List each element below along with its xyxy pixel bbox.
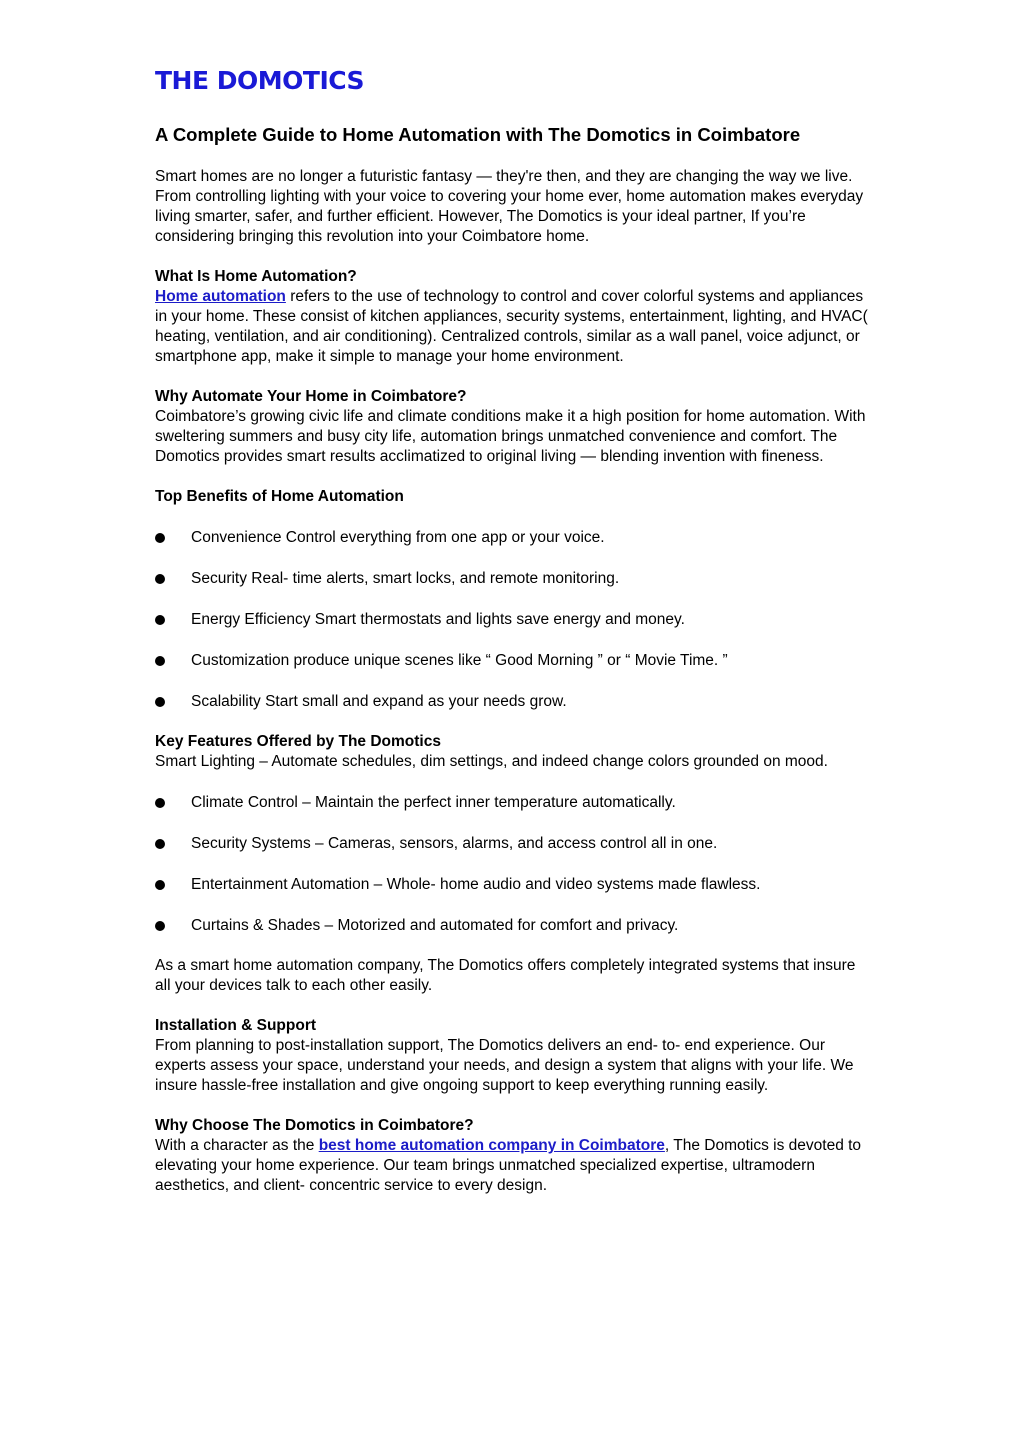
best-company-link[interactable]: best home automation company in Coimbatore (318, 1137, 665, 1154)
bullet-icon (155, 574, 165, 584)
bullet-icon (155, 615, 165, 625)
list-item (155, 834, 875, 854)
list-item (155, 692, 875, 712)
list-item (155, 528, 875, 548)
section-heading-why-automate: Why Automate Your Home in Coimbatore? (155, 388, 467, 405)
benefit-text: Energy Efficiency Smart thermostats and lights save energy and money. (191, 611, 685, 628)
features-list (155, 793, 875, 936)
bullet-icon (155, 656, 165, 666)
bullet-icon (155, 839, 165, 849)
what-is-body: refers to the use of technology to control and cover colorful systems and appliances in your home. These consist of kitchen appliances, security systems, entertainment, lighting, and HVAC( heating, ventilation, and air conditioning). Centralized controls, similar as a wall panel, voice adjunct, or smartphone app, make it simple to manage your home environment. (155, 288, 868, 365)
features-lead: Smart Lighting – Automate schedules, dim settings, and indeed change colors grounded on mood. (155, 753, 828, 770)
bullet-icon (155, 798, 165, 808)
section-features (155, 732, 875, 996)
why-choose-paragraph (155, 1136, 875, 1196)
list-item (155, 651, 875, 671)
bullet-icon (155, 921, 165, 931)
feature-text: Entertainment Automation – Whole- home audio and video systems made flawless. (191, 876, 761, 893)
bullet-icon (155, 533, 165, 543)
brand-heading: THE DOMOTICS (155, 66, 365, 95)
feature-text: Climate Control – Maintain the perfect inner temperature automatically. (191, 794, 676, 811)
section-why-automate (155, 387, 875, 467)
section-heading-benefits: Top Benefits of Home Automation (155, 488, 404, 505)
benefits-list (155, 528, 875, 712)
benefit-text: Security Real- time alerts, smart locks, and remote monitoring. (191, 570, 620, 587)
feature-text: Curtains & Shades – Motorized and automated for comfort and privacy. (191, 917, 679, 934)
why-choose-after: , The Domotics is devoted to elevating your home experience. Our team brings unmatched specialized expertise, ultramodern aesthetics, and client- concentric service to every design. (155, 1137, 862, 1194)
section-installation (155, 1016, 875, 1096)
section-benefits (155, 487, 875, 712)
document-page (155, 62, 875, 1196)
section-heading-features: Key Features Offered by The Domotics (155, 733, 441, 750)
bullet-icon (155, 697, 165, 707)
benefit-text: Scalability Start small and expand as your needs grow. (191, 693, 567, 710)
why-choose-before: With a character as the (155, 1137, 319, 1154)
section-heading-what-is: What Is Home Automation? (155, 268, 357, 285)
section-heading-installation: Installation & Support (155, 1017, 317, 1034)
section-what-is (155, 267, 875, 367)
what-is-paragraph (155, 287, 875, 367)
list-item (155, 569, 875, 589)
intro-paragraph: Smart homes are no longer a futuristic fantasy — they're then, and they are changing the way we live. From controlling lighting with your voice to covering your home ever, home automation makes everyday living smarter, safer, and further efficient. However, The Domotics is your ideal partner, If you’re considering bringing this revolution into your Coimbatore home. (155, 168, 864, 245)
features-closing: As a smart home automation company, The Domotics offers completely integrated systems that insure all your devices talk to each other easily. (155, 957, 856, 994)
list-item (155, 916, 875, 936)
list-item (155, 610, 875, 630)
section-heading-why-choose: Why Choose The Domotics in Coimbatore? (155, 1117, 474, 1134)
why-automate-paragraph: Coimbatore’s growing civic life and climate conditions make it a high position for home automation. With sweltering summers and busy city life, automation brings unmatched convenience and comfort. The Domotics provides smart results acclimatized to original living — blending invention with fineness. (155, 408, 866, 465)
feature-text: Security Systems – Cameras, sensors, alarms, and access control all in one. (191, 835, 718, 852)
section-why-choose (155, 1116, 875, 1196)
list-item (155, 875, 875, 895)
installation-paragraph: From planning to post-installation support, The Domotics delivers an end- to- end experience. Our experts assess your space, understand your needs, and design a system that aligns with your life. We insure hassle-free installation and give ongoing support to keep everything running easily. (155, 1037, 854, 1094)
bullet-icon (155, 880, 165, 890)
list-item (155, 793, 875, 813)
home-automation-link[interactable]: Home automation (155, 288, 286, 305)
benefit-text: Customization produce unique scenes like “ Good Morning ” or “ Movie Time. ” (191, 652, 728, 669)
page-title: A Complete Guide to Home Automation with The Domotics in Coimbatore (155, 124, 801, 145)
benefit-text: Convenience Control everything from one app or your voice. (191, 529, 605, 546)
